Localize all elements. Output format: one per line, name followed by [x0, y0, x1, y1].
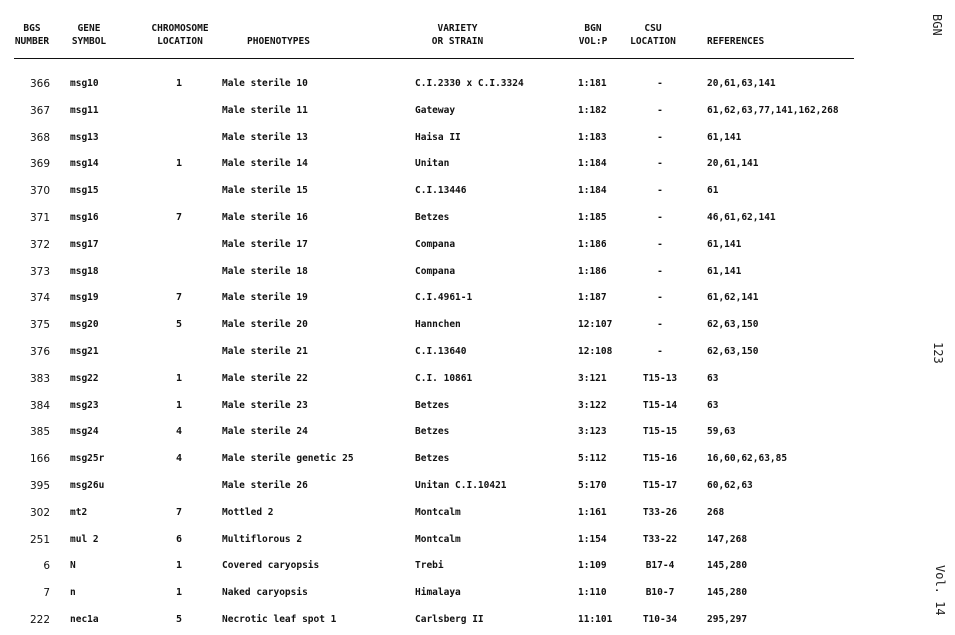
bgn-vol-cell: 12:108 — [578, 346, 613, 357]
side-page-number: 123 — [931, 342, 945, 364]
header-gene-line1: GENE — [77, 23, 101, 34]
gene-symbol-cell: msg23 — [70, 399, 99, 411]
header-bgs-line1: BGS — [23, 23, 41, 34]
bgn-vol-cell: 1:109 — [578, 560, 607, 572]
phenotype-cell: Male sterile 23 — [222, 399, 308, 411]
csu-location-cell: - — [657, 292, 663, 304]
bgn-vol-cell: 1:161 — [578, 506, 607, 518]
bgs-number-cell: 375 — [29, 319, 50, 332]
gene-symbol-cell: msg13 — [70, 131, 99, 143]
phenotype-cell: Male sterile 26 — [222, 480, 308, 491]
table-row — [0, 557, 880, 575]
gene-symbol-cell: msg17 — [70, 238, 99, 250]
bgs-number-cell: 385 — [29, 426, 50, 439]
references-cell: 63 — [707, 372, 719, 384]
csu-location-cell: - — [657, 238, 663, 250]
bgs-number-cell: 367 — [29, 104, 50, 117]
variety-cell: Betzes — [415, 426, 450, 438]
bgn-vol-cell: 1:181 — [578, 78, 607, 89]
csu-location-cell: T15-14 — [642, 399, 678, 411]
gene-symbol-cell: msg11 — [70, 104, 99, 116]
references-cell: 61,141 — [707, 265, 742, 277]
phenotype-cell: Naked caryopsis — [222, 587, 308, 599]
bgs-number-cell: 373 — [29, 265, 50, 278]
gene-symbol-cell: msg15 — [70, 185, 99, 197]
variety-cell: Montcalm — [415, 506, 461, 518]
csu-location-cell: - — [657, 319, 663, 331]
bgn-vol-cell: 12:107 — [578, 319, 613, 331]
csu-location-cell: - — [657, 104, 663, 116]
references-cell: 61,141 — [707, 238, 742, 250]
variety-cell: Carlsberg II — [415, 614, 484, 625]
references-cell: 145,280 — [707, 587, 748, 599]
table-row — [0, 370, 880, 388]
phenotype-cell: Male sterile 22 — [222, 372, 308, 384]
table-row — [0, 423, 880, 441]
bgn-vol-cell: 5:112 — [578, 453, 607, 465]
chromosome-cell: 7 — [175, 292, 183, 304]
header-vol-line1: BGN — [584, 23, 602, 34]
references-cell: 63 — [707, 399, 719, 411]
gene-symbol-cell: nec1a — [70, 614, 99, 625]
header-vol-line2: VOL:P — [578, 36, 608, 47]
gene-symbol-cell: msg25r — [70, 453, 105, 465]
chromosome-cell: 1 — [175, 399, 183, 411]
header-bgn-vol — [568, 22, 618, 48]
bgn-vol-cell: 1:182 — [578, 104, 607, 116]
table-row — [0, 531, 880, 549]
references-cell: 60,62,63 — [707, 480, 753, 491]
chromosome-cell: 4 — [175, 453, 183, 465]
chromosome-cell: 1 — [175, 78, 183, 89]
header-var-line1: VARIETY — [437, 23, 478, 34]
phenotype-cell: Male sterile 11 — [222, 104, 308, 116]
header-chr-line1: CHROMOSOME — [151, 23, 209, 34]
variety-cell: Betzes — [415, 212, 450, 223]
table-row — [0, 450, 880, 468]
header-gene-symbol — [64, 22, 114, 48]
csu-location-cell: - — [657, 131, 663, 143]
variety-cell: Unitan C.I.10421 — [415, 480, 507, 491]
csu-location-cell: B10-7 — [645, 587, 675, 599]
side-journal-label: BGN — [930, 14, 944, 36]
gene-symbol-cell: msg18 — [70, 265, 99, 277]
bgn-vol-cell: 1:184 — [578, 185, 607, 197]
chromosome-cell: 1 — [175, 560, 183, 572]
phenotype-cell: Male sterile 10 — [222, 78, 308, 89]
gene-symbol-cell: msg24 — [70, 426, 99, 438]
table-row — [0, 75, 880, 93]
bgs-number-cell: 384 — [29, 399, 50, 412]
chromosome-cell: 5 — [175, 614, 183, 625]
gene-symbol-cell: mt2 — [70, 506, 88, 518]
csu-location-cell: - — [657, 185, 663, 197]
bgs-number-cell: 6 — [43, 560, 50, 573]
references-cell: 20,61,63,141 — [707, 78, 776, 89]
header-csu-location — [622, 22, 684, 48]
variety-cell: Betzes — [415, 399, 450, 411]
bgs-number-cell: 166 — [29, 453, 50, 466]
table-row — [0, 504, 880, 522]
header-rule — [14, 58, 854, 59]
bgn-vol-cell: 3:123 — [578, 426, 607, 438]
header-var-line2: OR STRAIN — [431, 36, 484, 47]
variety-cell: C.I.13446 — [415, 185, 467, 197]
csu-location-cell: T15-17 — [642, 480, 678, 491]
chromosome-cell: 6 — [175, 533, 183, 545]
references-cell: 46,61,62,141 — [707, 212, 776, 223]
csu-location-cell: - — [657, 78, 663, 89]
bgn-vol-cell: 1:186 — [578, 265, 607, 277]
phenotype-cell: Male sterile 16 — [222, 212, 308, 223]
table-row — [0, 263, 880, 281]
variety-cell: C.I.13640 — [415, 346, 467, 357]
header-csu-line1: CSU — [644, 23, 662, 34]
bgs-number-cell: 368 — [29, 131, 50, 144]
bgn-vol-cell: 1:183 — [578, 131, 607, 143]
csu-location-cell: T10-34 — [642, 614, 678, 625]
chromosome-cell: 4 — [175, 426, 183, 438]
bgs-number-cell: 251 — [29, 533, 50, 546]
references-cell: 268 — [707, 506, 725, 518]
bgn-vol-cell: 1:184 — [578, 158, 607, 170]
table-row — [0, 289, 880, 307]
references-cell: 20,61,141 — [707, 158, 759, 170]
references-cell: 59,63 — [707, 426, 736, 438]
csu-location-cell: T15-15 — [642, 426, 678, 438]
csu-location-cell: T15-13 — [642, 372, 678, 384]
phenotype-cell: Necrotic leaf spot 1 — [222, 614, 337, 625]
header-bgs-number — [14, 22, 50, 48]
chromosome-cell: 5 — [175, 319, 183, 331]
phenotype-cell: Male sterile 24 — [222, 426, 308, 438]
phenotype-cell: Male sterile 20 — [222, 319, 308, 331]
variety-cell: Hannchen — [415, 319, 461, 331]
phenotype-cell: Male sterile 18 — [222, 265, 308, 277]
phenotype-cell: Male sterile 15 — [222, 185, 308, 197]
references-cell: 62,63,150 — [707, 319, 759, 331]
references-cell: 61,62,63,77,141,162,268 — [707, 104, 839, 116]
bgs-number-cell: 7 — [43, 587, 50, 600]
table-row — [0, 611, 880, 629]
references-cell: 61,62,141 — [707, 292, 759, 304]
csu-location-cell: - — [657, 158, 663, 170]
variety-cell: C.I.2330 x C.I.3324 — [415, 78, 524, 89]
bgn-vol-cell: 1:185 — [578, 212, 607, 223]
variety-cell: Betzes — [415, 453, 450, 465]
header-phen-label: PHOENOTYPES — [247, 36, 310, 47]
side-volume-label: Vol. 14 — [933, 565, 947, 616]
gene-symbol-cell: msg21 — [70, 346, 99, 357]
references-cell: 147,268 — [707, 533, 748, 545]
gene-symbol-cell: msg19 — [70, 292, 99, 304]
gene-symbol-cell: msg22 — [70, 372, 99, 384]
references-cell: 295,297 — [707, 614, 748, 625]
header-bgs-line2: NUMBER — [14, 36, 50, 47]
bgs-number-cell: 370 — [29, 185, 50, 198]
bgs-number-cell: 395 — [29, 480, 50, 492]
bgs-number-cell: 366 — [29, 78, 50, 90]
variety-cell: Haisa II — [415, 131, 461, 143]
bgn-vol-cell: 11:101 — [578, 614, 613, 625]
phenotype-cell: Male sterile 13 — [222, 131, 308, 143]
table-row — [0, 155, 880, 173]
references-cell: 145,280 — [707, 560, 748, 572]
gene-symbol-cell: msg20 — [70, 319, 99, 331]
phenotype-cell: Male sterile 19 — [222, 292, 308, 304]
chromosome-cell: 1 — [175, 158, 183, 170]
header-ref-label: REFERENCES — [707, 36, 765, 47]
bgs-number-cell: 383 — [29, 372, 50, 385]
bgn-vol-cell: 3:121 — [578, 372, 607, 384]
table-row — [0, 129, 880, 147]
chromosome-cell: 1 — [175, 372, 183, 384]
bgn-vol-cell: 1:110 — [578, 587, 607, 599]
phenotype-cell: Male sterile 21 — [222, 346, 308, 357]
variety-cell: Gateway — [415, 104, 456, 116]
table-row — [0, 182, 880, 200]
header-variety — [410, 22, 505, 48]
phenotype-cell: Covered caryopsis — [222, 560, 320, 572]
variety-cell: C.I. 10861 — [415, 372, 473, 384]
variety-cell: C.I.4961-1 — [415, 292, 473, 304]
chromosome-cell: 7 — [175, 212, 183, 223]
bgs-number-cell: 302 — [29, 506, 50, 519]
header-csu-line2: LOCATION — [630, 36, 676, 47]
bgs-number-cell: 222 — [29, 614, 50, 626]
table-row — [0, 236, 880, 254]
gene-symbol-cell: msg16 — [70, 212, 99, 223]
csu-location-cell: T15-16 — [642, 453, 678, 465]
bgs-number-cell: 372 — [29, 238, 50, 251]
csu-location-cell: - — [657, 212, 663, 223]
header-chr-line2: LOCATION — [157, 36, 203, 47]
chromosome-cell: 7 — [175, 506, 183, 518]
csu-location-cell: - — [657, 346, 663, 357]
table-row — [0, 209, 880, 227]
bgs-number-cell: 369 — [29, 158, 50, 171]
header-gene-line2: SYMBOL — [71, 36, 107, 47]
gene-symbol-cell: mul 2 — [70, 533, 99, 545]
table-row — [0, 102, 880, 120]
bgs-number-cell: 376 — [29, 346, 50, 358]
bgn-vol-cell: 5:170 — [578, 480, 607, 491]
csu-location-cell: T33-22 — [642, 533, 678, 545]
bgn-vol-cell: 3:122 — [578, 399, 607, 411]
variety-cell: Unitan — [415, 158, 450, 170]
table-row — [0, 584, 880, 602]
bgn-vol-cell: 1:187 — [578, 292, 607, 304]
references-cell: 61 — [707, 185, 719, 197]
phenotype-cell: Male sterile 14 — [222, 158, 308, 170]
references-cell: 62,63,150 — [707, 346, 759, 357]
table-row — [0, 343, 880, 361]
gene-symbol-cell: n — [70, 587, 76, 599]
gene-symbol-cell: msg10 — [70, 78, 99, 89]
phenotype-cell: Male sterile genetic 25 — [222, 453, 354, 465]
variety-cell: Compana — [415, 265, 456, 277]
bgs-number-cell: 371 — [29, 212, 50, 224]
table-row — [0, 316, 880, 334]
bgn-vol-cell: 1:186 — [578, 238, 607, 250]
variety-cell: Compana — [415, 238, 456, 250]
references-cell: 61,141 — [707, 131, 742, 143]
table-row — [0, 477, 880, 495]
variety-cell: Montcalm — [415, 533, 461, 545]
header-phenotypes — [247, 35, 310, 48]
chromosome-cell: 1 — [175, 587, 183, 599]
gene-symbol-cell: msg26u — [70, 480, 105, 491]
phenotype-cell: Multiflorous 2 — [222, 533, 303, 545]
header-chromosome-location — [142, 22, 218, 48]
csu-location-cell: - — [657, 265, 663, 277]
gene-symbol-cell: N — [70, 560, 76, 572]
table-row — [0, 397, 880, 415]
gene-symbol-cell: msg14 — [70, 158, 99, 170]
csu-location-cell: T33-26 — [642, 506, 678, 518]
bgs-number-cell: 374 — [29, 292, 50, 305]
header-references — [707, 35, 764, 48]
variety-cell: Trebi — [415, 560, 444, 572]
variety-cell: Himalaya — [415, 587, 461, 599]
phenotype-cell: Mottled 2 — [222, 506, 274, 518]
bgn-vol-cell: 1:154 — [578, 533, 607, 545]
phenotype-cell: Male sterile 17 — [222, 238, 308, 250]
csu-location-cell: B17-4 — [645, 560, 675, 572]
references-cell: 16,60,62,63,85 — [707, 453, 788, 465]
